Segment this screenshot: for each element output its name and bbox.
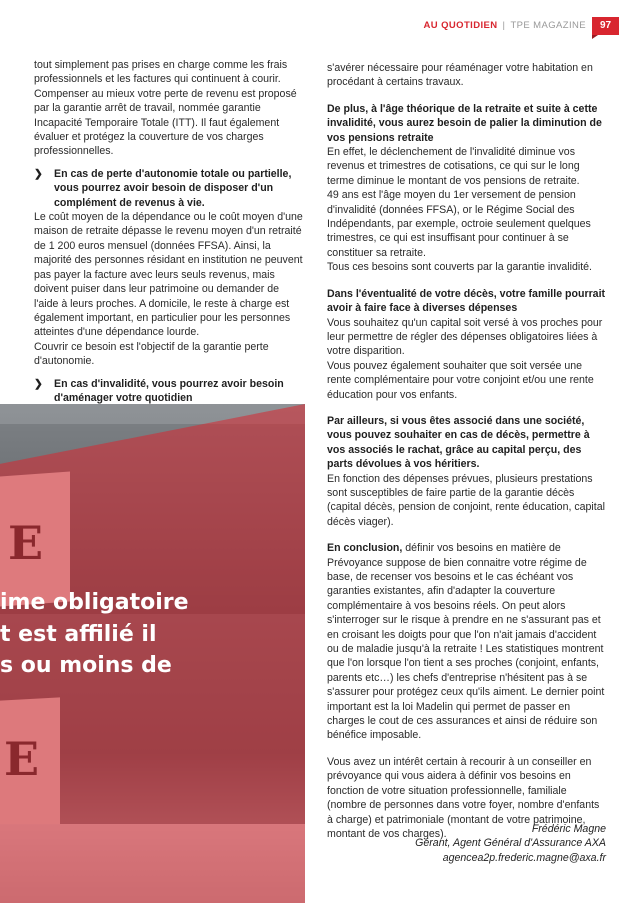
page-number: 97 (592, 17, 619, 35)
author-name: Frédéric Magne (531, 823, 606, 835)
bullet-heading (34, 377, 306, 406)
conclusion-text: définir vos besoins en matière de Prévoyance suppose de bien connaitre votre régime de base, de recenser vos besoins et le cas échéant vos garanties existantes, afin d'adapter la couverture complémentaire à vos besoins réels. On peut alors s'interroger sur le risque à prendre en ne s'assurant pas et en croisant les doigts pour que l'on n'ait jamais d'accident ou de maladie jusqu'à la retraite ! Les statistiques montrent que l'on lorsque l'on tient a ses proches (conjoint, enfants, parents etc…) les chefs d'entreprise n'hésitent pas à se s'assurer pour protégez ceux qu'ils aiment. Le dernier point important est la loi Madelin qui permet de passer en charges le cout de ces assurances et ainsi de réduire son bénéfice imposable. (327, 542, 605, 742)
pull-quote-line: t est affilié il (0, 621, 157, 647)
paragraph: Couvrir ce besoin est l'objectif de la garantie perte d'autonomie. (34, 340, 269, 368)
subheading: De plus, à l'âge théorique de la retraite et suite à cette invalidité, vous aurez besoin de palier la diminution de vos pensions retraite (327, 102, 602, 144)
bullet-text: En cas d'invalidité, vous pourrez avoir besoin d'aménager votre quotidien (54, 377, 284, 404)
pull-quote (0, 587, 300, 682)
chevron-right-icon: ❯ (34, 167, 43, 180)
folders-photo (0, 404, 305, 903)
section-name: AU QUOTIDIEN (423, 20, 498, 31)
paragraph: Vous avez un intérêt certain à recourir à un conseiller en prévoyance qui vous aidera à définir vos besoins en fonction de votre situation professionnelle, familiale (nombre de personnes dans votre foyer, nombre d'enfants à charge) et patrimoniale (montant de votre patrimoine, montant de vos charges). (327, 755, 600, 840)
author-signature (306, 822, 606, 865)
paragraph: Tous ces besoins sont couverts par la garantie invalidité. (327, 261, 592, 274)
right-column (327, 61, 607, 841)
bullet-heading (34, 167, 306, 210)
chevron-right-icon: ❯ (34, 377, 43, 390)
left-column (34, 58, 306, 434)
paragraph: Vous souhaitez qu'un capital soit versé à vos proches pour leur permettre de régler des dépenses obligatoires liées à votre disparition. (327, 316, 603, 358)
paragraph (327, 541, 607, 743)
subheading: Dans l'éventualité de votre décès, votre famille pourrait avoir à faire face à diverses dépenses (327, 287, 606, 315)
paragraph: s'avérer nécessaire pour réaménager votre habitation en procédant à certains travaux. (327, 62, 593, 89)
pull-quote-line: ime obligatoire (0, 590, 189, 615)
bullet-text: En cas de perte d'autonomie totale ou partielle, vous pourrez avoir besoin de disposer d'un complément de revenus à vie. (54, 167, 292, 209)
pull-quote-line: s ou moins de (0, 653, 172, 678)
header-separator: | (502, 20, 506, 31)
section-label (424, 20, 586, 31)
paragraph: Le coût moyen de la dépendance ou le coût moyen d'une maison de retraite dépasse le revenu moyen d'un retraité de 1 200 euros mensuel (données FFSA). Ainsi, la majorité des personnes résidant en institution ne peuvent pas payer la facture avec leurs seuls revenus, mais doivent puiser dans leur patrimoine ou demander de l'aide à leurs proches. A domicile, le reste à charge est également important, en particulier pour les personnes atteintes d'une dépendance lourde. (34, 211, 303, 339)
subheading: Par ailleurs, si vous êtes associé dans une société, vous pouvez souhaiter en cas de décès, permettre à vos associés le rachat, grâce au capital perçu, des parts dévolues à vos héritiers. (327, 414, 590, 471)
conclusion-lead: En conclusion, (327, 542, 403, 555)
author-title: Gérant, Agent Général d'Assurance AXA (415, 837, 606, 850)
paragraph: 49 ans est l'âge moyen du 1er versement de pension d'invalidité (données FFSA), or le Régime Social des Indépendants, par exemple, octroie seulement quelques trimestres, ce qui est insuffisant pour continuer à se constituer sa retraite. (327, 189, 591, 259)
page-header (0, 17, 638, 37)
paragraph: En effet, le déclenchement de l'invalidité diminue vos revenus et trimestres de cotisations, ce qui sur le long terme diminue le montant de vos pensions de retraite. (327, 146, 580, 187)
author-email: agencea2p.frederic.magne@axa.fr (442, 851, 606, 864)
paragraph: Vous pouvez également souhaiter que soit versée une rente complémentaire pour votre conjoint et/ou une rente éducation pour vos enfants. (327, 359, 594, 401)
paragraph: tout simplement pas prises en charge comme les frais professionnels et les factures qui continuent à courir. Compenser au mieux votre perte de revenu est proposé par la garantie arrêt de travail, nommée garantie Incapacité Temporaire Totale (ITT). Il faut également évaluer et protégez la couverture de vos charges professionnelles. (34, 59, 297, 158)
magazine-name: TPE MAGAZINE (510, 20, 586, 31)
paragraph: En fonction des dépenses prévues, plusieurs prestations sont susceptibles de faire partie de la garantie décès (capital décès, pension de conjoint, rente éducation, capital décès viager). (327, 472, 605, 528)
